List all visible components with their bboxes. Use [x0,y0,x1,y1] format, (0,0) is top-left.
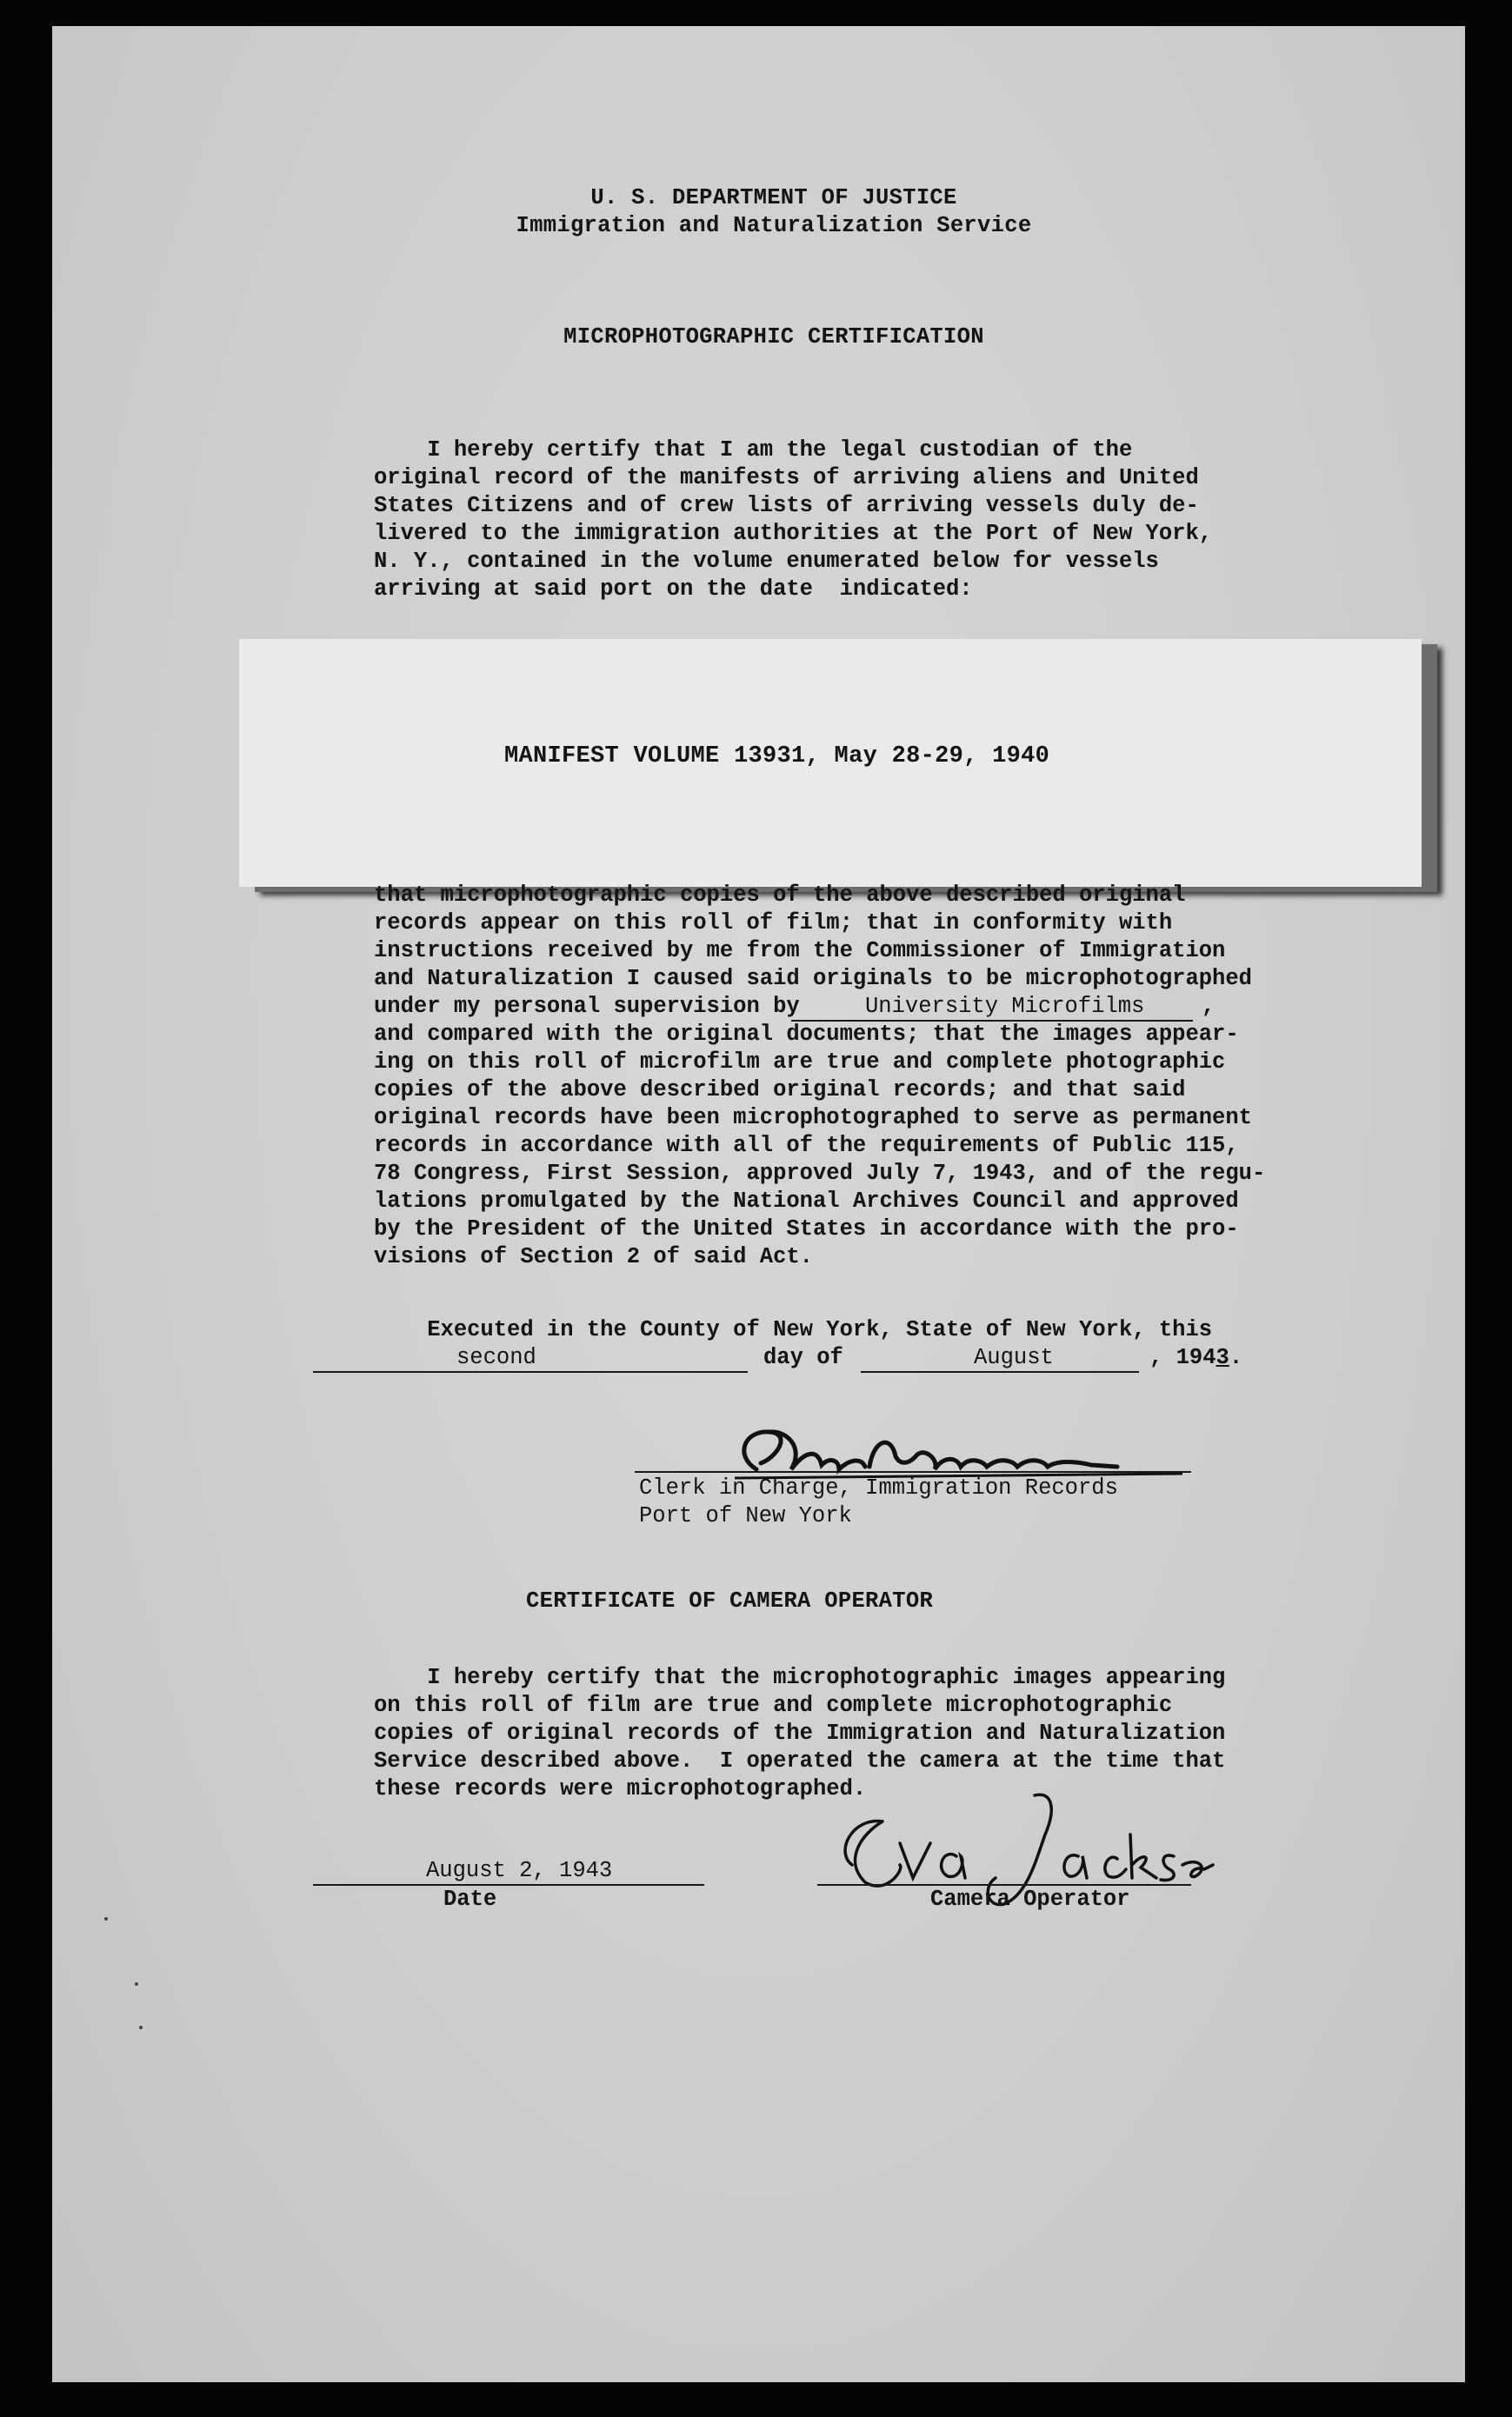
dust-speck [135,1982,138,1986]
intro-line: original record of the manifests of arriving aliens and United [374,465,1199,490]
intro-line: livered to the immigration authorities at the Port of New York, [374,521,1213,546]
manifest-volume-text: MANIFEST VOLUME 13931, May 28-29, 1940 [504,743,1050,769]
body-line: copies of the above described original records; and that said [374,1077,1186,1102]
body-line: and compared with the original documents; that the images appear- [374,1022,1239,1047]
operator-signature-line [817,1884,1191,1886]
execution-year-digit: 3 [1216,1345,1229,1370]
clerk-title: Clerk in Charge, Immigration Records [639,1475,1118,1501]
supervisor-name: University Microfilms [865,994,1145,1019]
body-line: 78 Congress, First Session, approved July 7, 1943, and of the regu- [374,1161,1266,1186]
body-line: records in accordance with all of the requirements of Public 115, [374,1133,1239,1158]
dust-speck [139,2026,143,2029]
operator-date-line [313,1884,704,1886]
body-line: and Naturalization I caused said originals to be microphotographed [374,966,1252,991]
camera-certificate-title: CERTIFICATE OF CAMERA OPERATOR [526,1588,934,1614]
body-line: records appear on this roll of film; that in conformity with [374,910,1173,936]
department-heading: U. S. DEPARTMENT OF JUSTICE [590,185,957,210]
clerk-signature-line [635,1471,1191,1473]
clerk-port: Port of New York [639,1503,852,1528]
intro-line: N. Y., contained in the volume enumerated below for vessels [374,549,1159,574]
execution-period: . [1229,1345,1243,1370]
operator-date-value: August 2, 1943 [426,1858,613,1883]
body-line: under my personal supervision by [374,994,800,1019]
body-line: that microphotographic copies of the above described original [374,882,1186,908]
supervisor-comma: , [1202,994,1216,1019]
document-page [52,26,1465,2382]
body-line: visions of Section 2 of said Act. [374,1244,813,1269]
body-line: lations promulgated by the National Archives Council and approved [374,1189,1239,1214]
intro-line: States Citizens and of crew lists of arriving vessels duly de- [374,493,1199,518]
execution-month: August [974,1345,1054,1370]
manifest-volume-slip [239,639,1422,887]
camera-line: I hereby certify that the microphotographic images appearing [374,1665,1226,1690]
execution-line: Executed in the County of New York, State of New York, this [374,1317,1213,1342]
operator-date-label: Date [443,1887,497,1912]
execution-day-underline [313,1371,748,1373]
body-line: ing on this roll of microfilm are true and complete photographic [374,1049,1226,1075]
body-line: by the President of the United States in accordance with the pro- [374,1216,1239,1242]
camera-line: these records were microphotographed. [374,1776,867,1801]
intro-line: arriving at said port on the date indicated: [374,576,973,602]
camera-line: Service described above. I operated the camera at the time that [374,1748,1226,1774]
service-heading: Immigration and Naturalization Service [516,213,1032,238]
body-line: instructions received by me from the Commissioner of Immigration [374,938,1226,963]
execution-year [1149,1345,1242,1370]
execution-month-underline [861,1371,1139,1373]
execution-day-of: day of [763,1345,843,1370]
camera-line: copies of original records of the Immigration and Naturalization [374,1721,1226,1746]
execution-year-prefix: , 194 [1149,1345,1216,1370]
camera-line: on this roll of film are true and complete microphotographic [374,1693,1173,1718]
execution-day: second [456,1345,536,1370]
certification-title: MICROPHOTOGRAPHIC CERTIFICATION [563,324,984,350]
body-line: original records have been microphotographed to serve as permanent [374,1105,1252,1130]
dust-speck [104,1917,108,1921]
operator-label: Camera Operator [930,1887,1130,1912]
intro-line: I hereby certify that I am the legal custodian of the [374,437,1133,463]
